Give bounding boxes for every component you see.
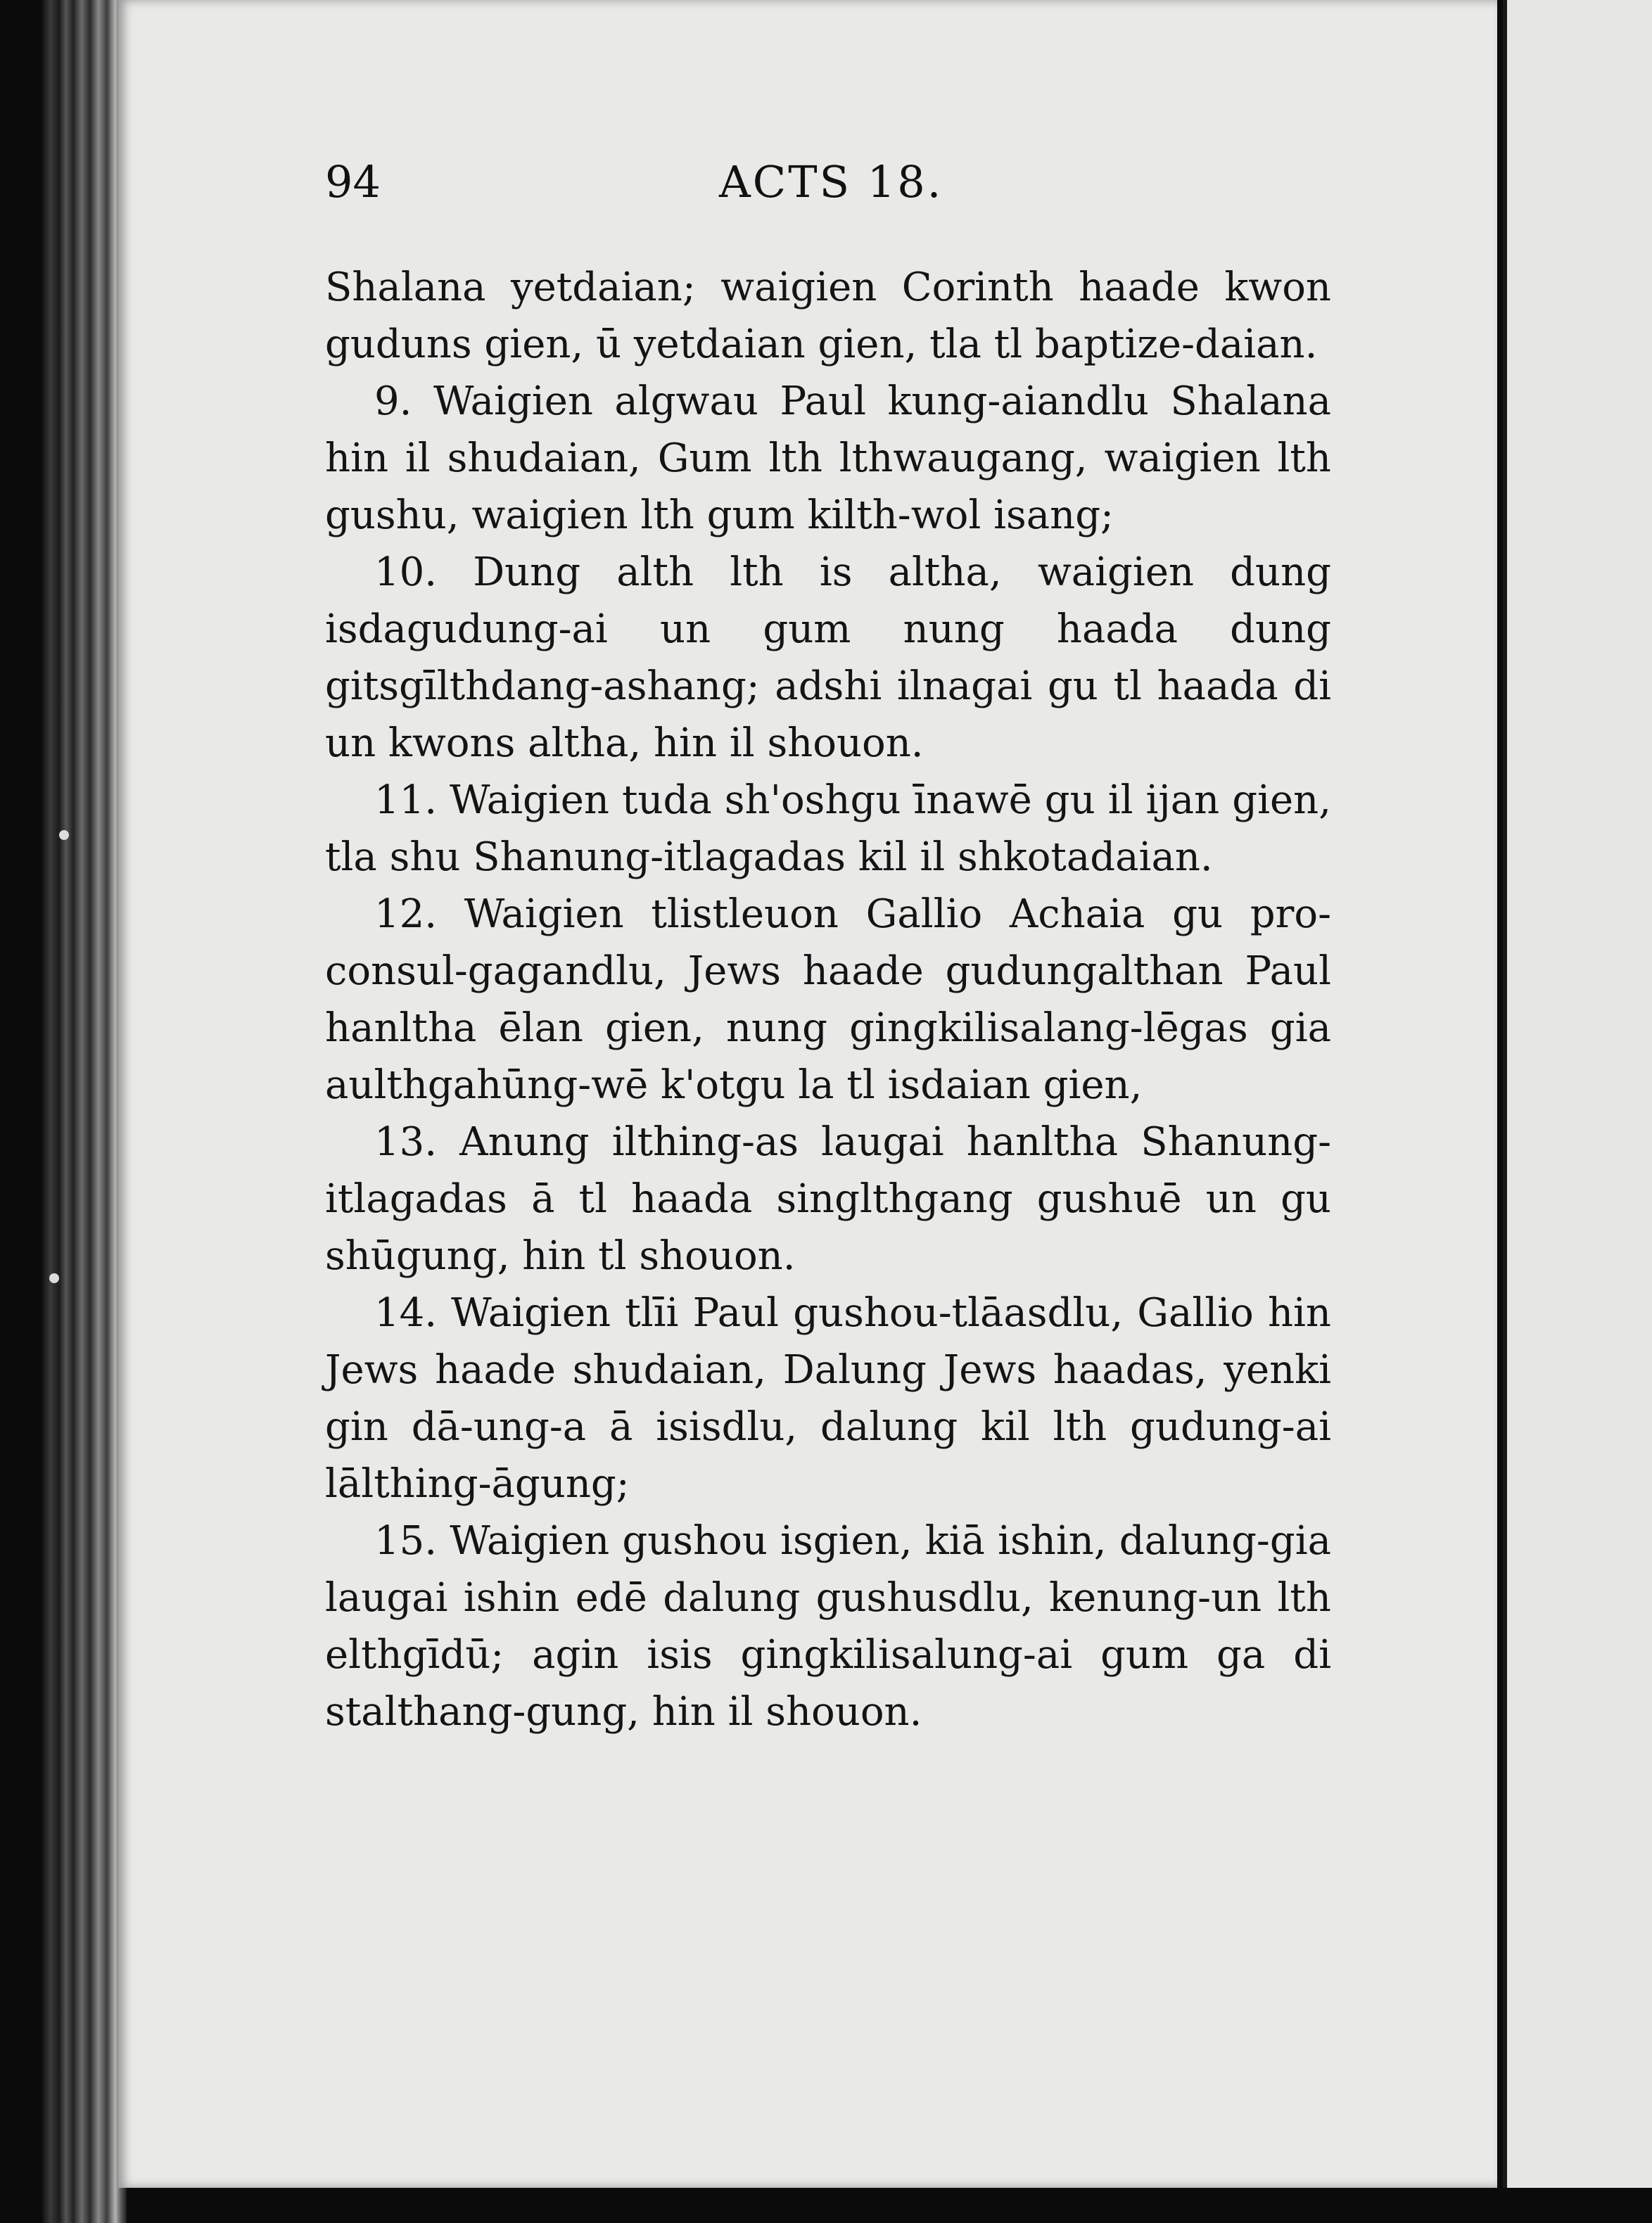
verse-13: 13. Anung ilthing-as laugai hanltha Shanung-itlagadas ā tl haada singlthgang gushuē un gu shūgung, hin tl shouon. xyxy=(325,1119,1331,1279)
verse-12: 12. Waigien tlistleuon Gallio Achaia gu pro-consul-gagandlu, Jews haade gudungalthan Paul hanltha ēlan gien, nung gingkilisalang-lēgas gia aulthgahūng-wē k'otgu la tl isdaian gien, xyxy=(325,891,1331,1108)
book-binding-edge xyxy=(42,0,127,2223)
continuation-paragraph: Shalana yetdaian; waigien Corinth haade kwon guduns gien, ū yetdaian gien, tla tl baptize-daian. xyxy=(325,265,1331,367)
running-head: ACTS 18. xyxy=(719,156,943,208)
paper-speck xyxy=(49,1273,59,1283)
verse-9: 9. Waigien algwau Paul kung-aiandlu Shalana hin il shudaian, Gum lth lthwaugang, waigien lth gushu, waigien lth gum kilth-wol isang; xyxy=(325,378,1331,538)
verse-10: 10. Dung alth lth is altha, waigien dung isdagudung-ai un gum nung haada dung gitsgīlthdang-ashang; adshi ilnagai gu tl haada di un kwons altha, hin il shouon. xyxy=(325,549,1331,766)
body-text xyxy=(325,259,1331,1740)
verse-15: 15. Waigien gushou isgien, kiā ishin, dalung-gia laugai ishin edē dalung gushusdlu, kenung-un lth elthgīdū; agin isis gingkilisalung-ai gum ga di stalthang-gung, hin il shouon. xyxy=(325,1518,1331,1735)
page-number: 94 xyxy=(325,156,381,208)
page-header xyxy=(325,156,1331,212)
verse-11: 11. Waigien tuda sh'oshgu īnawē gu il ijan gien, tla shu Shanung-itlagadas kil il shkotadaian. xyxy=(325,777,1331,880)
paper-speck xyxy=(59,830,69,840)
verse-14: 14. Waigien tlīi Paul gushou-tlāasdlu, Gallio hin Jews haade shudaian, Dalung Jews haadas, yenki gin dā-ung-a ā isisdlu, dalung kil lth gudung-ai lālthing-āgung; xyxy=(325,1290,1331,1507)
facing-page-edge xyxy=(1503,0,1652,2188)
